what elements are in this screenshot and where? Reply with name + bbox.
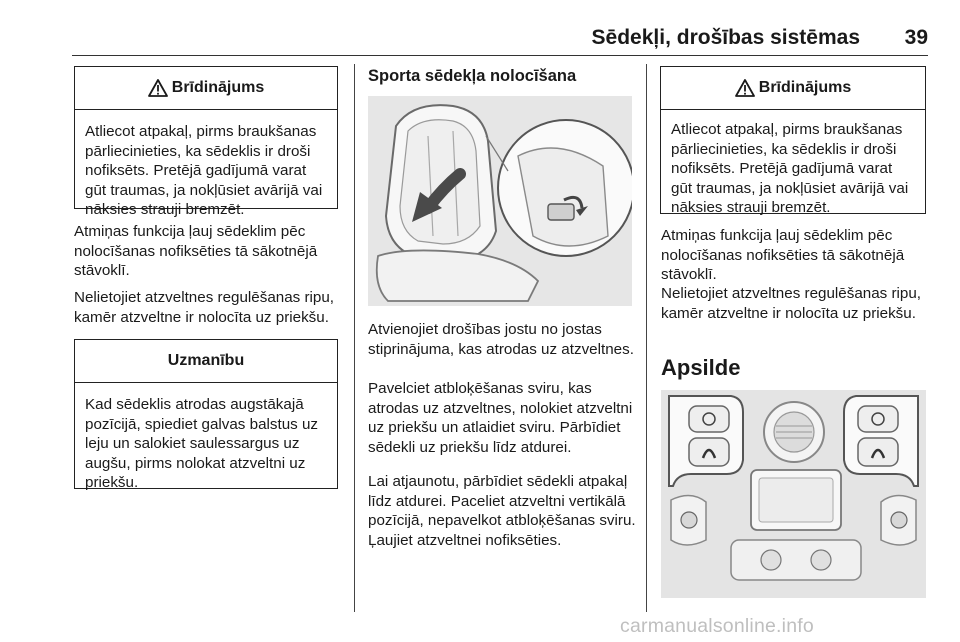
paragraph: Lai atjaunotu, pārbīdiet sēdekli atpakaļ līdz atdurei. Paceliet atzveltni vertikālā pozīcijā, nepavelkot atbloķēšanas sviru. Ļaujiet atzveltnei nofiksēties. bbox=[368, 473, 636, 549]
paragraph: Atmiņas funkcija ļauj sēdeklim pēc nolocīšanas nofiksēties tā sākotnējā stāvoklī. bbox=[661, 227, 905, 283]
sport-seat-fold-illustration bbox=[368, 96, 632, 306]
section-heading: Sporta sēdekļa nolocīšana bbox=[368, 67, 577, 85]
warning-box-title: Brīdinājums bbox=[171, 79, 265, 96]
caution-box-text: Kad sēdeklis atrodas augstākajā pozīcijā, spiediet galvas balstus uz leju un salokiet saulessargus uz augšu, pirms nolokat atzveltni uz priekšu. bbox=[85, 396, 319, 491]
seat-heating-buttons-illustration bbox=[661, 390, 926, 598]
column-divider-left bbox=[354, 64, 355, 612]
warning-box-header bbox=[75, 67, 337, 110]
watermark: carmanualsonline.info bbox=[620, 615, 814, 637]
warning-box bbox=[660, 66, 926, 214]
caution-box-header bbox=[75, 340, 337, 383]
warning-box-text: Atliecot atpakaļ, pirms braukšanas pārliecinieties, ka sēdeklis ir droši nofiksēts. Pretējā gadījumā varat gūt traumas, ja nokļūsiet avārijā vai nāksies strauji bremzēt. bbox=[671, 121, 909, 216]
caution-box bbox=[74, 339, 338, 489]
section-title: Sēdekļi, drošības sistēmas bbox=[591, 26, 860, 49]
header-rule bbox=[72, 55, 928, 56]
warning-box bbox=[74, 66, 338, 218]
paragraph: Atvienojiet drošības jostu no jostas stiprinājuma, kas atrodas uz atzveltnes. bbox=[368, 321, 634, 358]
paragraph: Nelietojiet atzveltnes regulēšanas ripu, kamēr atzveltne ir nolocīta uz priekšu. bbox=[661, 285, 922, 322]
warning-box-title: Brīdinājums bbox=[758, 79, 852, 96]
warning-box-text: Atliecot atpakaļ, pirms braukšanas pārliecinieties, ka sēdeklis ir droši nofiksēts. Pretējā gadījumā varat gūt traumas, ja nokļūsiet avārijā vai nāksies strauji bremzēt. bbox=[85, 123, 323, 218]
page-number: 39 bbox=[904, 26, 928, 49]
paragraph: Nelietojiet atzveltnes regulēšanas ripu, kamēr atzveltne ir nolocīta uz priekšu. bbox=[74, 289, 335, 326]
paragraph: Pavelciet atbloķēšanas sviru, kas atrodas uz atzveltnes, nolokiet atzveltni uz priekšu un atlaidiet sviru. Pārbīdiet sēdekli uz priekšu līdz atdurei. bbox=[368, 380, 633, 456]
column-divider-right bbox=[646, 64, 647, 612]
caution-box-title: Uzmanību bbox=[167, 352, 245, 369]
warning-box-header bbox=[661, 67, 925, 110]
warning-triangle-icon bbox=[148, 79, 168, 97]
section-heading: Apsilde bbox=[661, 355, 741, 380]
warning-triangle-icon bbox=[735, 79, 755, 97]
paragraph: Atmiņas funkcija ļauj sēdeklim pēc nolocīšanas nofiksēties tā sākotnējā stāvoklī. bbox=[74, 223, 318, 279]
